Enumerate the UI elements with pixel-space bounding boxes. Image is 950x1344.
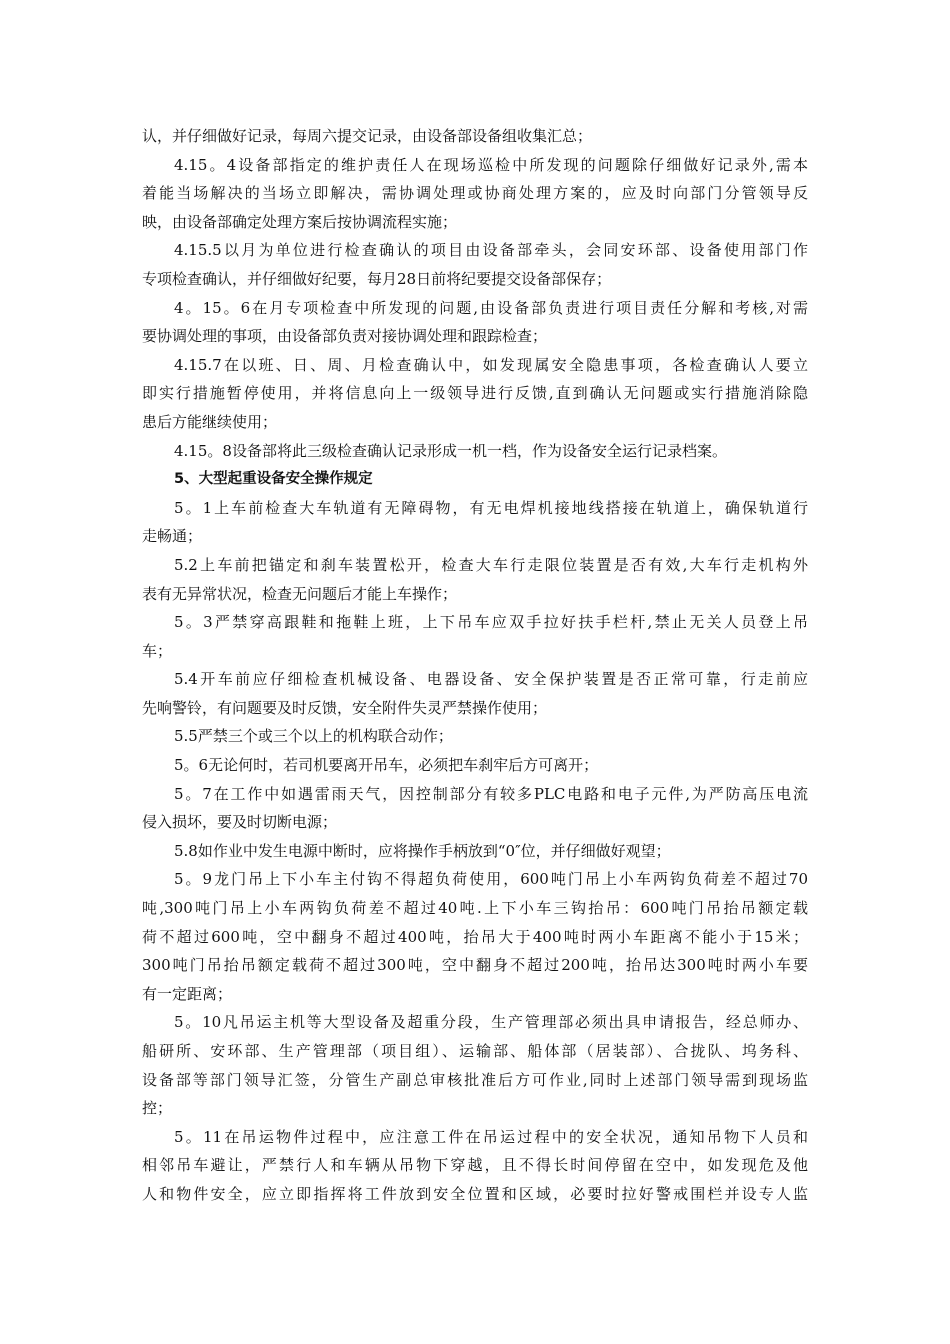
text-line: 荷不超过600吨，空中翻身不超过400吨，抬吊大于400吨时两小车距离不能小于15米；: [142, 927, 808, 946]
text-line: 着能当场解决的当场立即解决，需协调处理或协商处理方案的，应及时向部门分管领导反: [142, 184, 808, 203]
text-line: 映，由设备部确定处理方案后按协调流程实施；: [142, 212, 458, 231]
text-line: 有一定距离；: [142, 984, 233, 1003]
paragraph-line: 5。6无论何时，若司机要离开吊车，必须把车刹牢后方可离开；: [174, 756, 599, 775]
paragraph-line: 5。11在吊运物件过程中，应注意工件在吊运过程中的安全状况，通知吊物下人员和: [174, 1127, 808, 1146]
paragraph-line: 4。15。6在月专项检查中所发现的问题,由设备部负责进行项目责任分解和考核,对需: [174, 298, 808, 317]
text-line: 相邻吊车避让，严禁行人和车辆从吊物下穿越，且不得长时间停留在空中，如发现危及他: [142, 1156, 808, 1175]
section-heading: 5、大型起重设备安全操作规定: [174, 471, 373, 488]
paragraph-line: 4.15。8设备部将此三级检查确认记录形成一机一档，作为设备安全运行记录档案。: [174, 441, 727, 460]
paragraph-line: 5。7在工作中如遇雷雨天气，因控制部分有较多PLC电路和电子元件,为严防高压电流: [174, 784, 808, 803]
document-page: [142, 122, 808, 1209]
paragraph-line: 5.5严禁三个或三个以上的机构联合动作；: [174, 727, 453, 746]
text-line: 认，并仔细做好记录，每周六提交记录，由设备部设备组收集汇总；: [142, 127, 593, 145]
text-line: 车；: [142, 641, 173, 660]
text-line: 人和物件安全，应立即指挥将工件放到安全位置和区域，必要时拉好警戒围栏并设专人监: [142, 1184, 808, 1203]
text-line: 控；: [142, 1099, 173, 1118]
text-line: 先响警铃，有问题要及时反馈，安全附件失灵严禁操作使用；: [142, 698, 548, 717]
text-line: 走畅通；: [142, 527, 203, 546]
paragraph-line: 4.15.7在以班、日、周、月检查确认中，如发现属安全隐患事项，各检查确认人要立: [174, 355, 808, 374]
text-line: 专项检查确认，并仔细做好纪要，每月28日前将纪要提交设备部保存；: [142, 269, 612, 288]
text-line: 即实行措施暂停使用，并将信息向上一级领导进行反馈,直到确认无问题或实行措施消除隐: [142, 384, 808, 403]
paragraph-line: 5。10凡吊运主机等大型设备及超重分段，生产管理部必须出具申请报告，经总师办、: [174, 1013, 808, 1032]
paragraph-line: 4.15。4设备部指定的维护责任人在现场巡检中所发现的问题除仔细做好记录外,需本: [174, 155, 808, 174]
text-line: 船研所、安环部、生产管理部（项目组）、运输部、船体部（居装部）、合拢队、坞务科、: [142, 1042, 808, 1060]
paragraph-line: 5。3严禁穿高跟鞋和拖鞋上班，上下吊车应双手拉好扶手栏杆,禁止无关人员登上吊: [174, 613, 808, 632]
paragraph-line: 4.15.5以月为单位进行检查确认的项目由设备部牵头，会同安环部、设备使用部门作: [174, 241, 808, 260]
text-line: 吨,300吨门吊上小车两钩负荷差不超过40吨.上下小车三钩抬吊：600吨门吊抬吊额定载: [142, 899, 808, 918]
text-line: 患后方能继续使用；: [142, 412, 278, 431]
paragraph-line: 5.4开车前应仔细检查机械设备、电器设备、安全保护装置是否正常可靠，行走前应: [174, 670, 808, 689]
paragraph-line: 5。9龙门吊上下小车主付钩不得超负荷使用，600吨门吊上小车两钩负荷差不超过70: [174, 870, 808, 889]
text-line: 侵入损坏，要及时切断电源；: [142, 813, 338, 832]
text-line: 要协调处理的事项，由设备部负责对接协调处理和跟踪检查；: [142, 327, 548, 346]
paragraph-line: 5.8如作业中发生电源中断时，应将操作手柄放到“0″位，并仔细做好观望；: [174, 841, 671, 860]
text-line: 设备部等部门领导汇签，分管生产副总审核批准后方可作业,同时上述部门领导需到现场监: [142, 1070, 808, 1089]
paragraph-line: 5。1上车前检查大车轨道有无障碍物，有无电焊机接地线搭接在轨道上，确保轨道行: [174, 498, 808, 517]
text-line: 300吨门吊抬吊额定载荷不超过300吨，空中翻身不超过200吨，抬吊达300吨时两小车要: [142, 956, 808, 975]
text-line: 表有无异常状况，检查无问题后才能上车操作；: [142, 584, 458, 603]
paragraph-line: 5.2上车前把锚定和刹车装置松开，检查大车行走限位装置是否有效,大车行走机构外: [174, 555, 808, 574]
